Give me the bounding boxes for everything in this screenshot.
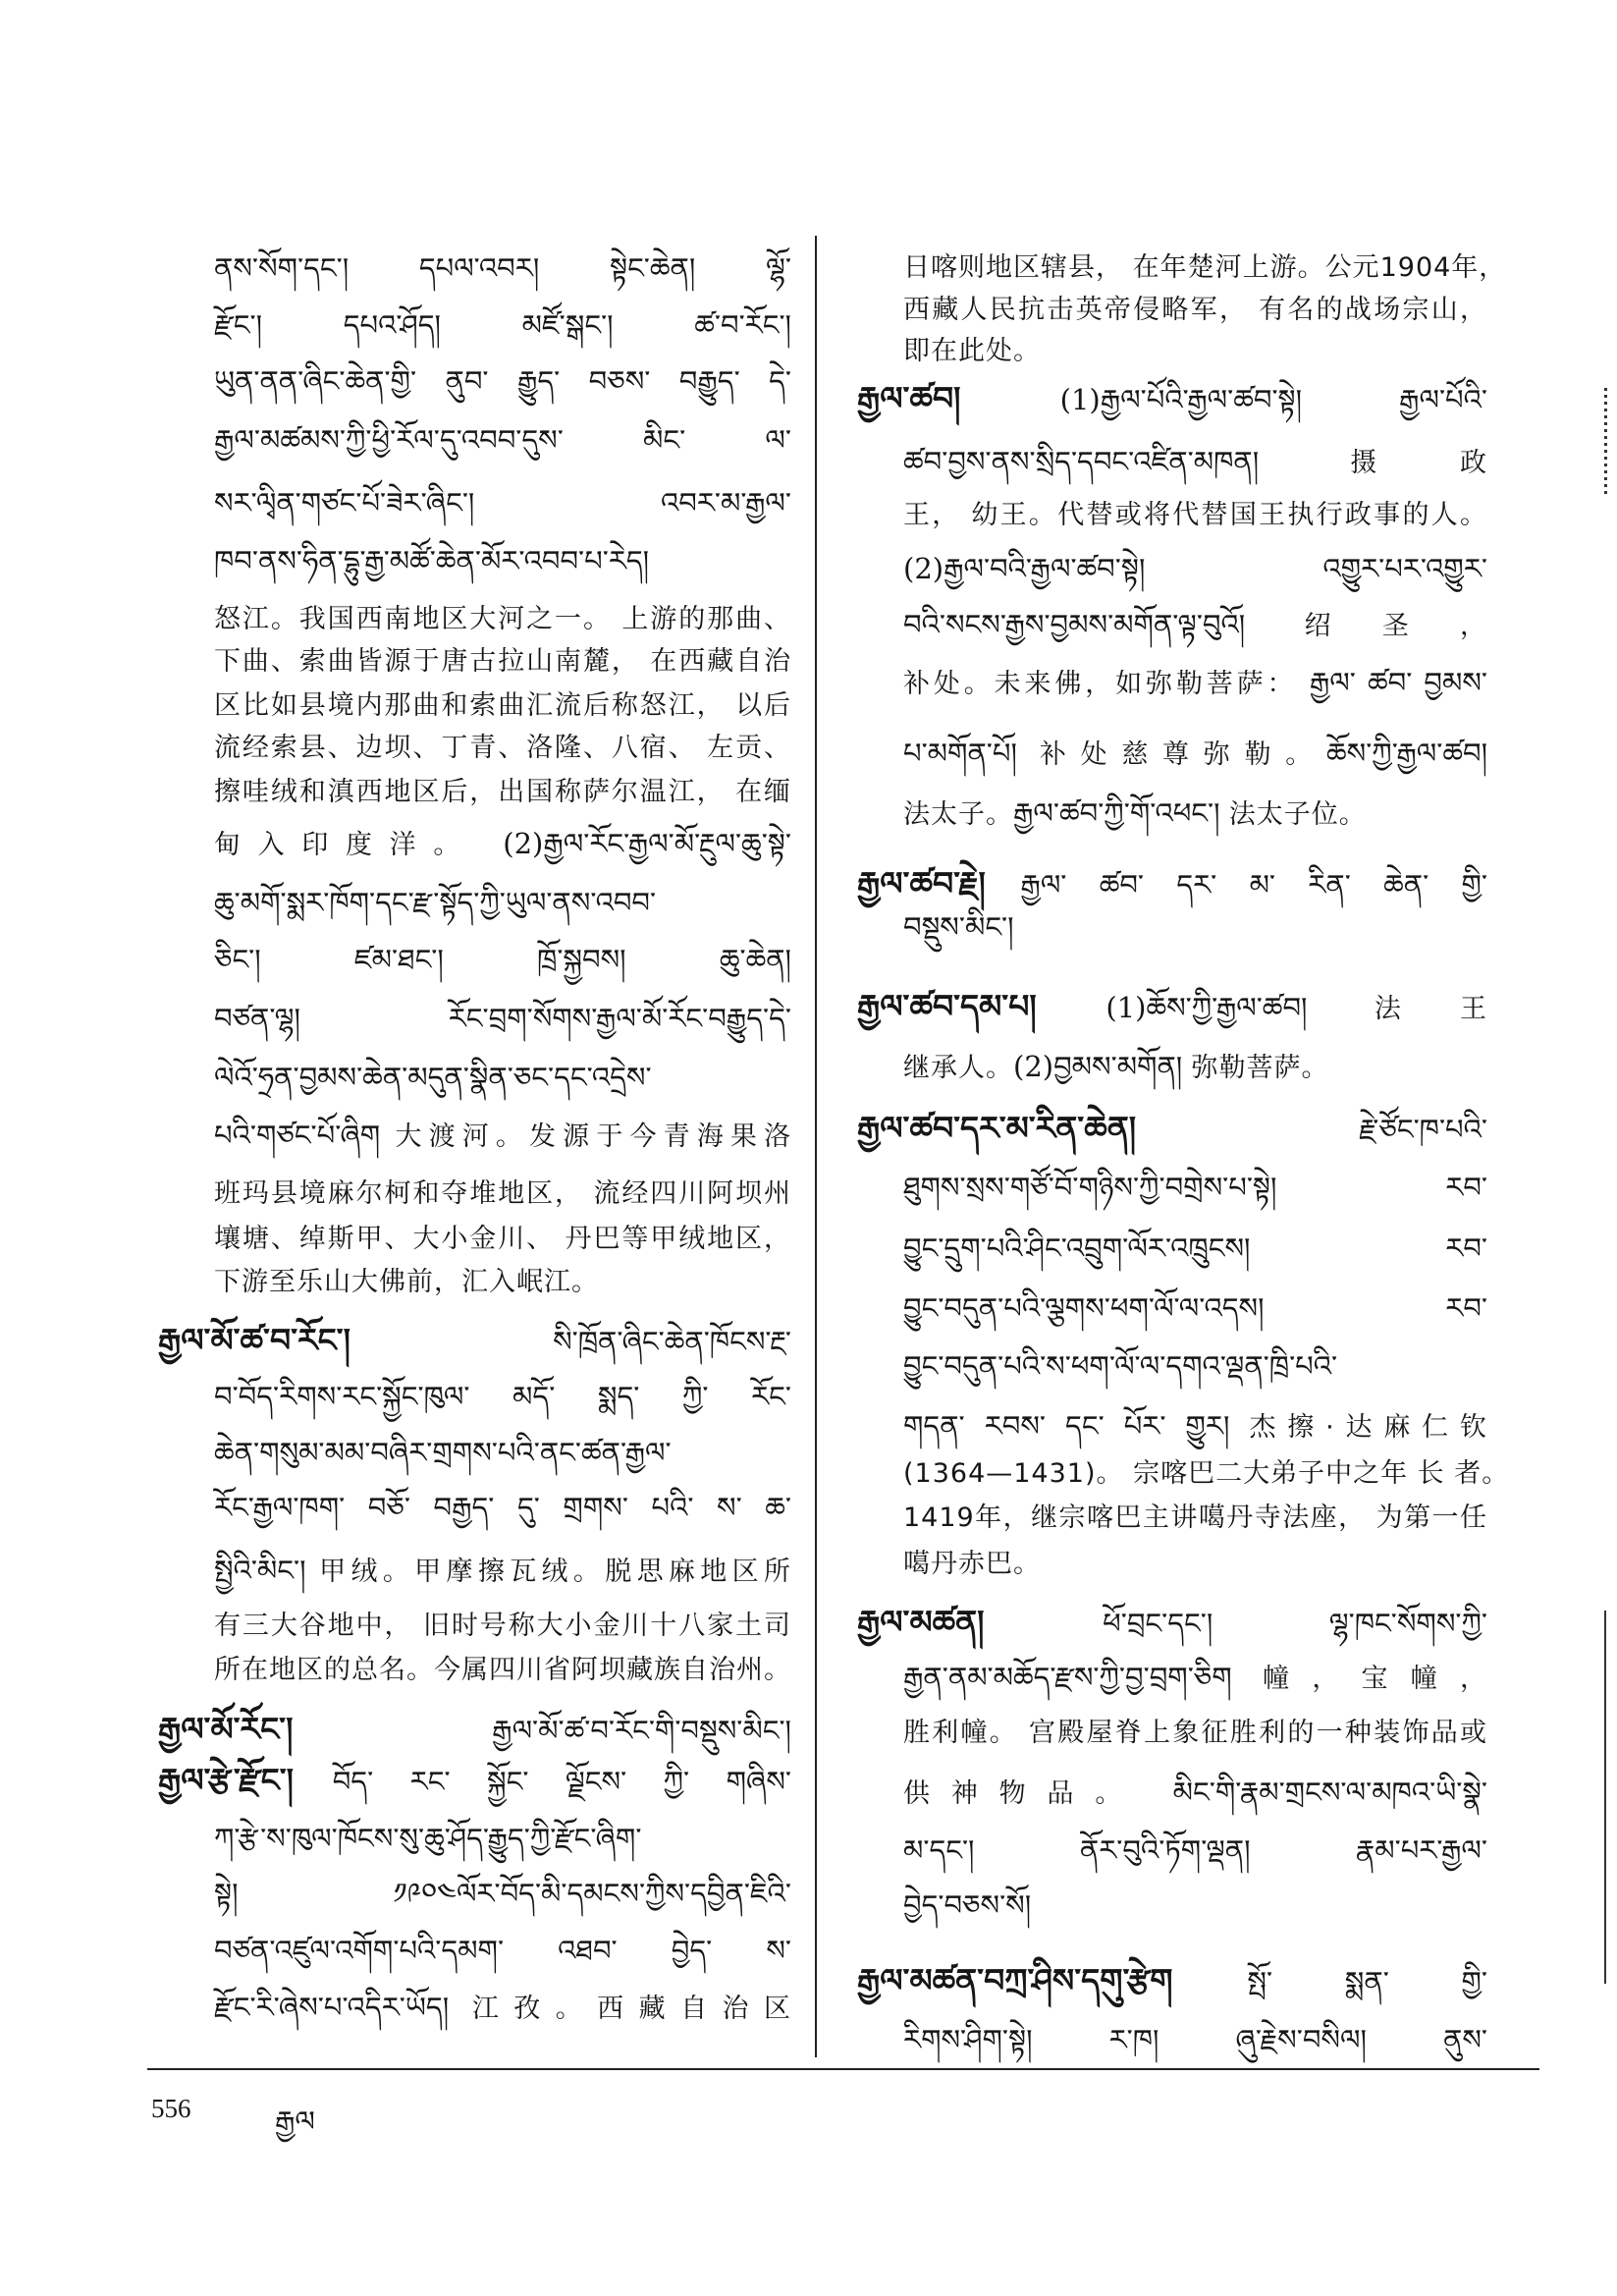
text-line xyxy=(903,786,1487,841)
headword: རྒྱལ་མོ་ཚ་བ་རོང་། xyxy=(158,1321,554,1359)
tibetan-text: སི་ཁྲོན་ཞིང་ཆེན་ཁོངས་རྔ་ xyxy=(553,1325,791,1358)
text-line xyxy=(903,1039,1487,1094)
chinese-text: 法太子。 xyxy=(903,799,1013,830)
chinese-text: 绍圣， xyxy=(1304,611,1488,641)
tibetan-text: མིང་གི་རྣམ་གྲངས་ལ་མཁའ་ཡི་སྣེ་ xyxy=(1172,1776,1487,1809)
text-line xyxy=(214,533,791,588)
tibetan-text: སྤྱིའི་མིང་། xyxy=(214,1554,320,1587)
text-line xyxy=(903,900,1487,955)
chinese-text: 摄政 xyxy=(1350,448,1487,478)
chinese-text: 流经索县、边坝、丁青、洛隆、八宿、 左贡、 xyxy=(214,733,791,763)
tibetan-text: བྱུང་བདུན་པའི་ས་ཕག་ལོ་ལ་དགའ་ལྡན་ཁྲི་པའི་ xyxy=(903,1349,1338,1383)
chinese-text: 王， 幼王。代替或将代替国王执行政事的人。 xyxy=(903,500,1487,530)
text-line xyxy=(214,932,791,987)
binding-edge-marks xyxy=(1604,388,1607,496)
headword: རྒྱལ་རྩེ་རྫོང་། xyxy=(158,1761,333,1799)
text-line xyxy=(903,1706,1487,1761)
chinese-text: 甸入印度洋。 xyxy=(214,830,504,860)
chinese-text: 弥勒菩萨。 xyxy=(1191,1053,1329,1083)
chinese-text: 噶丹赤巴。 xyxy=(903,1549,1041,1579)
entry-headword-line xyxy=(857,1101,1487,1156)
tibetan-text: རྒྱལ་ ཚབ་ དར་ མ་ རིན་ ཆེན་ གྱི་ xyxy=(1020,868,1487,902)
entry-headword-line xyxy=(158,1753,791,1808)
tibetan-text: རྒྱལ་མོ་ཚ་བ་རོང་གི་བསྡུས་མིང་། xyxy=(492,1714,791,1747)
tibetan-text: ལེའོ་ཧྲན་བྱམས་ཆེན་མདུན་སྣིན་ཅང་དང་འདྲེས་ xyxy=(214,1061,652,1094)
chinese-text: (1364—1431)。 宗喀巴二大弟子中之年 长 者。 xyxy=(903,1458,1510,1489)
binding-edge-line xyxy=(1604,1611,1606,1984)
entry-headword-line xyxy=(158,1702,791,1757)
tibetan-text: ཡུན་ནན་ཞིང་ཆེན་གྱི་ ནུབ་ རྒྱུད་ བཅས་ བརྒྱུད་ དེ་ xyxy=(214,364,791,398)
page-number: 556 xyxy=(151,2094,191,2123)
tibetan-text: ཅིང་། ཛམ་ཐང་། ཁྲོ་སྐྱབས། ཆུ་ཆེན། xyxy=(214,943,791,976)
tibetan-text: བའི་སངས་རྒྱས་བྱམས་མགོན་ལྟ་བུའོ། xyxy=(903,608,1305,641)
text-line xyxy=(214,1108,791,1163)
running-head: རྒྱལ xyxy=(275,2105,315,2138)
text-line xyxy=(903,1878,1487,1933)
tibetan-text: སྟེ། ༡༩༠༤ལོར་བོད་མི་དམངས་ཀྱིས་དབྱིན་ཇིའི་ xyxy=(214,1877,791,1910)
tibetan-text: (1)ཆོས་ཀྱི་རྒྱལ་ཚབ། xyxy=(1105,991,1374,1024)
tibetan-text: རྒྱལ་མཚམས་ཀྱི་ཕྱི་རོལ་དུ་འབབ་དུས་ མིང་ ལ་ xyxy=(214,423,791,457)
text-line xyxy=(214,298,791,353)
chinese-text: 继承人。 xyxy=(903,1053,1013,1083)
text-line xyxy=(214,475,791,530)
chinese-text: 日喀则地区辖县， 在年楚河上游。公元1904年， xyxy=(903,252,1507,283)
headword: རྒྱལ་མཚན་བཀྲ་ཤིས་དགུ་རྩེག xyxy=(857,1961,1248,1999)
text-line xyxy=(903,1398,1487,1453)
tibetan-text: ནས་སོག་དང་། དཔལ་འབར། སྟེང་ཆེན། ལྷོ་ xyxy=(214,251,791,285)
text-line xyxy=(214,875,791,930)
tibetan-text: བྱུང་བདུན་པའི་ལྕགས་ཕག་ལོ་ལ་འདས། རབ་ xyxy=(903,1291,1487,1325)
tibetan-text: ཆུ་མགོ་སྨར་ཁོག་དང་རྫ་སྟོད་ཀྱི་ཡུལ་ནས་འབབ་ xyxy=(214,886,657,919)
text-line xyxy=(214,1866,791,1921)
entry-headword-line xyxy=(857,371,1487,426)
text-line xyxy=(214,1425,791,1480)
tibetan-text: རྒྱལ་ཚབ་ཀྱི་གོ་འཕང་། xyxy=(1013,796,1229,830)
chinese-text: 即在此处。 xyxy=(903,336,1041,366)
text-line xyxy=(214,412,791,467)
text-line xyxy=(214,1255,791,1310)
tibetan-text: (2)རྒྱལ་རོང་རྒྱལ་མོ་རྔུལ་ཆུ་སྟེ་ xyxy=(503,827,791,860)
chinese-text: 杰擦·达麻仁钦 xyxy=(1249,1412,1487,1443)
text-line xyxy=(214,1480,791,1535)
chinese-text: 1419年，继宗喀巴主讲噶丹寺法座， 为第一任 xyxy=(903,1503,1487,1533)
tibetan-text: སར་ལྭིན་གཙང་པོ་ཟེར་ཞིང་། འབར་མ་རྒྱལ་ xyxy=(214,486,791,519)
text-line xyxy=(903,726,1487,781)
text-line xyxy=(214,1369,791,1424)
tibetan-text: བ་བོད་རིགས་རང་སྐྱོང་ཁུལ་ མདོ་ སྨད་ ཀྱི་ རོང་ xyxy=(214,1380,791,1413)
tibetan-text: རིགས་ཤིག་སྟེ། ར་ཁ། ཞུ་རྗེས་བསིལ། ནུས་ xyxy=(903,2023,1487,2056)
headword: རྒྱལ་མཚན། xyxy=(857,1603,1104,1641)
tibetan-text: རྫོང་། དཔའ་ཤོད། མཛོ་སྒང་། ཚ་བ་རོང་། xyxy=(214,308,791,342)
tibetan-text: རྫོང་རི་ཞེས་པ་འདིར་ཡོད། xyxy=(214,1991,472,2024)
text-line xyxy=(214,1811,791,1866)
tibetan-text: ཕོ་བྲང་དང་། ལྷ་ཁང་སོགས་ཀྱི་ xyxy=(1103,1607,1487,1640)
chinese-text: 法太子位。 xyxy=(1228,799,1367,830)
text-line xyxy=(903,434,1487,489)
text-line xyxy=(214,1980,791,2035)
tibetan-text: བཙན་འཛུལ་འགོག་པའི་དམག་ འཐབ་ བྱེད་ ས་ xyxy=(214,1934,791,1967)
text-line xyxy=(903,1765,1487,1820)
chinese-text: 江孜。西藏自治区 xyxy=(471,1994,791,2024)
text-line xyxy=(903,655,1487,710)
chinese-text: 壤塘、绰斯甲、大小金川、 丹巴等甲绒地区， xyxy=(214,1224,791,1254)
text-line xyxy=(214,241,791,296)
headword: རྒྱལ་ཚབ་དར་མ་རིན་ཆེན། xyxy=(857,1109,1360,1147)
headword: རྒྱལ་ཚབ། xyxy=(857,379,1060,417)
footer-rule xyxy=(147,2068,1539,2070)
entry-headword-line xyxy=(857,979,1487,1034)
text-line xyxy=(903,541,1487,596)
text-line xyxy=(903,1281,1487,1336)
tibetan-text: (1)རྒྱལ་པོའི་རྒྱལ་ཚབ་སྟེ། རྒྱལ་པོའི་ xyxy=(1059,383,1487,416)
tibetan-text: (2)བྱམས་མགོན། xyxy=(1013,1050,1192,1083)
tibetan-text: བསྡུས་མིང་། xyxy=(903,910,1014,944)
tibetan-text: ཀ་རྩེ་ས་ཁུལ་ཁོངས་སུ་ཆུ་ཤོད་རྒྱུད་ཀྱི་རྫོང་ཞིག་ xyxy=(214,1822,642,1855)
chinese-text: 胜利幢。 宫殿屋脊上象征胜利的一种装饰品或 xyxy=(903,1718,1487,1748)
text-line xyxy=(903,1160,1487,1215)
text-line xyxy=(214,765,791,820)
text-line xyxy=(214,354,791,409)
text-line xyxy=(903,597,1487,652)
tibetan-text: བོད་ རང་ སྐྱོང་ ལྗོངས་ ཀྱི་ གཞིས་ xyxy=(332,1765,791,1798)
headword: རྒྱལ་མོ་རོང་། xyxy=(158,1710,493,1748)
chinese-text: 供神物品。 xyxy=(903,1778,1173,1809)
chinese-text: 区比如县境内那曲和索曲汇流后称怒江， 以后 xyxy=(214,690,791,721)
tibetan-text: རྒྱན་ནམ་མཆོད་རྫས་ཀྱི་བྱ་བྲག་ཅིག xyxy=(903,1661,1264,1694)
text-line xyxy=(214,1923,791,1978)
headword: རྒྱལ་ཚབ་རྗེ། xyxy=(857,864,1021,902)
text-line xyxy=(214,1050,791,1105)
tibetan-text: རོང་རྒྱལ་ཁག་ བཅོ་ བརྒྱད་ དུ་ གྲགས་ པའི་ ས་ ཆ་ xyxy=(214,1491,791,1524)
tibetan-text: (2)རྒྱལ་བའི་རྒྱལ་ཚབ་སྟེ། འགྱུར་པར་འགྱུར་ xyxy=(903,552,1487,585)
chinese-text: 有三大谷地中， 旧时号称大小金川十八家土司 xyxy=(214,1611,791,1641)
chinese-text: 西藏人民抗击英帝侵略军， 有名的战场宗山， xyxy=(903,295,1487,325)
tibetan-text: ཆེན་གསུམ་མམ་བཞིར་གྲགས་པའི་ནང་ཚན་རྒྱལ་ xyxy=(214,1436,672,1469)
tibetan-text: རྒྱལ་ ཚབ་ བྱམས་ xyxy=(1309,666,1487,699)
entry-headword-line xyxy=(857,1595,1487,1650)
chinese-text: 所在地区的总名。今属四川省阿坝藏族自治州。 xyxy=(214,1655,791,1685)
tibetan-text: ཐུགས་སྲས་གཙོ་བོ་གཉིས་ཀྱི་བགྲེས་པ་སྟེ། རབ་ xyxy=(903,1171,1487,1204)
tibetan-text: བཙན་ལྷ། རོང་བྲག་སོགས་རྒྱལ་མོ་རོང་བརྒྱུད་དེ་ xyxy=(214,1002,791,1035)
chinese-text: 幢，宝幢， xyxy=(1263,1664,1487,1694)
chinese-text: 下游至乐山大佛前，汇入岷江。 xyxy=(214,1267,599,1297)
text-line xyxy=(903,1650,1487,1705)
text-line xyxy=(903,1823,1487,1878)
tibetan-text: རྗེ་ཙོང་ཁ་པའི་ xyxy=(1359,1113,1487,1146)
chinese-text: 下曲、索曲皆源于唐古拉山南麓， 在西藏自治 xyxy=(214,646,791,677)
tibetan-text: ཁབ་ནས་ཧིན་དྷུ་རྒྱ་མཚོ་ཆེན་མོར་འབབ་པ་རེད། xyxy=(214,544,650,577)
text-line xyxy=(903,1537,1487,1592)
column-divider xyxy=(815,236,817,2057)
chinese-text: 补处。未来佛，如弥勒菩萨： xyxy=(903,669,1310,699)
chinese-text: 班玛县境麻尔柯和夺堆地区， 流经四川阿坝州 xyxy=(214,1178,791,1209)
chinese-text: 甲绒。甲摩擦瓦绒。脱思麻地区所 xyxy=(319,1557,791,1587)
text-line xyxy=(214,816,791,871)
tibetan-text: མ་དང་། ནོར་བུའི་ཏོག་ལྡན། རྣམ་པར་རྒྱལ་ xyxy=(903,1833,1487,1867)
chinese-text: 擦哇绒和滇西地区后，出国称萨尔温江， 在缅 xyxy=(214,777,791,807)
text-line xyxy=(214,1643,791,1698)
text-line xyxy=(903,2012,1487,2067)
text-line xyxy=(903,488,1487,543)
text-line xyxy=(903,1339,1487,1394)
text-line xyxy=(214,1543,791,1598)
tibetan-text: བྱུང་དྲུག་པའི་ཤིང་འབྲུག་ལོར་འཁྲུངས། རབ་ xyxy=(903,1231,1487,1265)
tibetan-text: ཚབ་བྱས་ནས་སྲིད་དབང་འཛིན་མཁན། xyxy=(903,445,1351,478)
tibetan-text: ཆོས་ཀྱི་རྒྱལ་ཚབ། xyxy=(1325,737,1488,770)
entry-headword-line xyxy=(857,1953,1487,2008)
chinese-text: 大渡河。发源于今青海果洛 xyxy=(395,1121,791,1152)
chinese-text: 怒江。我国西南地区大河之一。 上游的那曲、 xyxy=(214,604,791,634)
tibetan-text: བྱེད་བཅས་སོ། xyxy=(903,1888,1032,1922)
tibetan-text: པ་མགོན་པོ། xyxy=(903,737,1040,770)
tibetan-text: སྤོ་ སྨན་ གྱི་ xyxy=(1247,1965,1487,1998)
text-line xyxy=(214,991,791,1046)
tibetan-text: པའི་གཙང་པོ་ཞིག xyxy=(214,1119,396,1152)
chinese-text: 补处慈尊弥勒。 xyxy=(1039,739,1326,770)
text-line xyxy=(903,1221,1487,1276)
entry-headword-line xyxy=(158,1313,791,1368)
chinese-text: 法王 xyxy=(1374,994,1488,1024)
tibetan-text: གདན་ རབས་ དང་ པོར་ གྱུར། xyxy=(903,1409,1250,1443)
headword: རྒྱལ་ཚབ་དམ་པ། xyxy=(857,987,1106,1025)
